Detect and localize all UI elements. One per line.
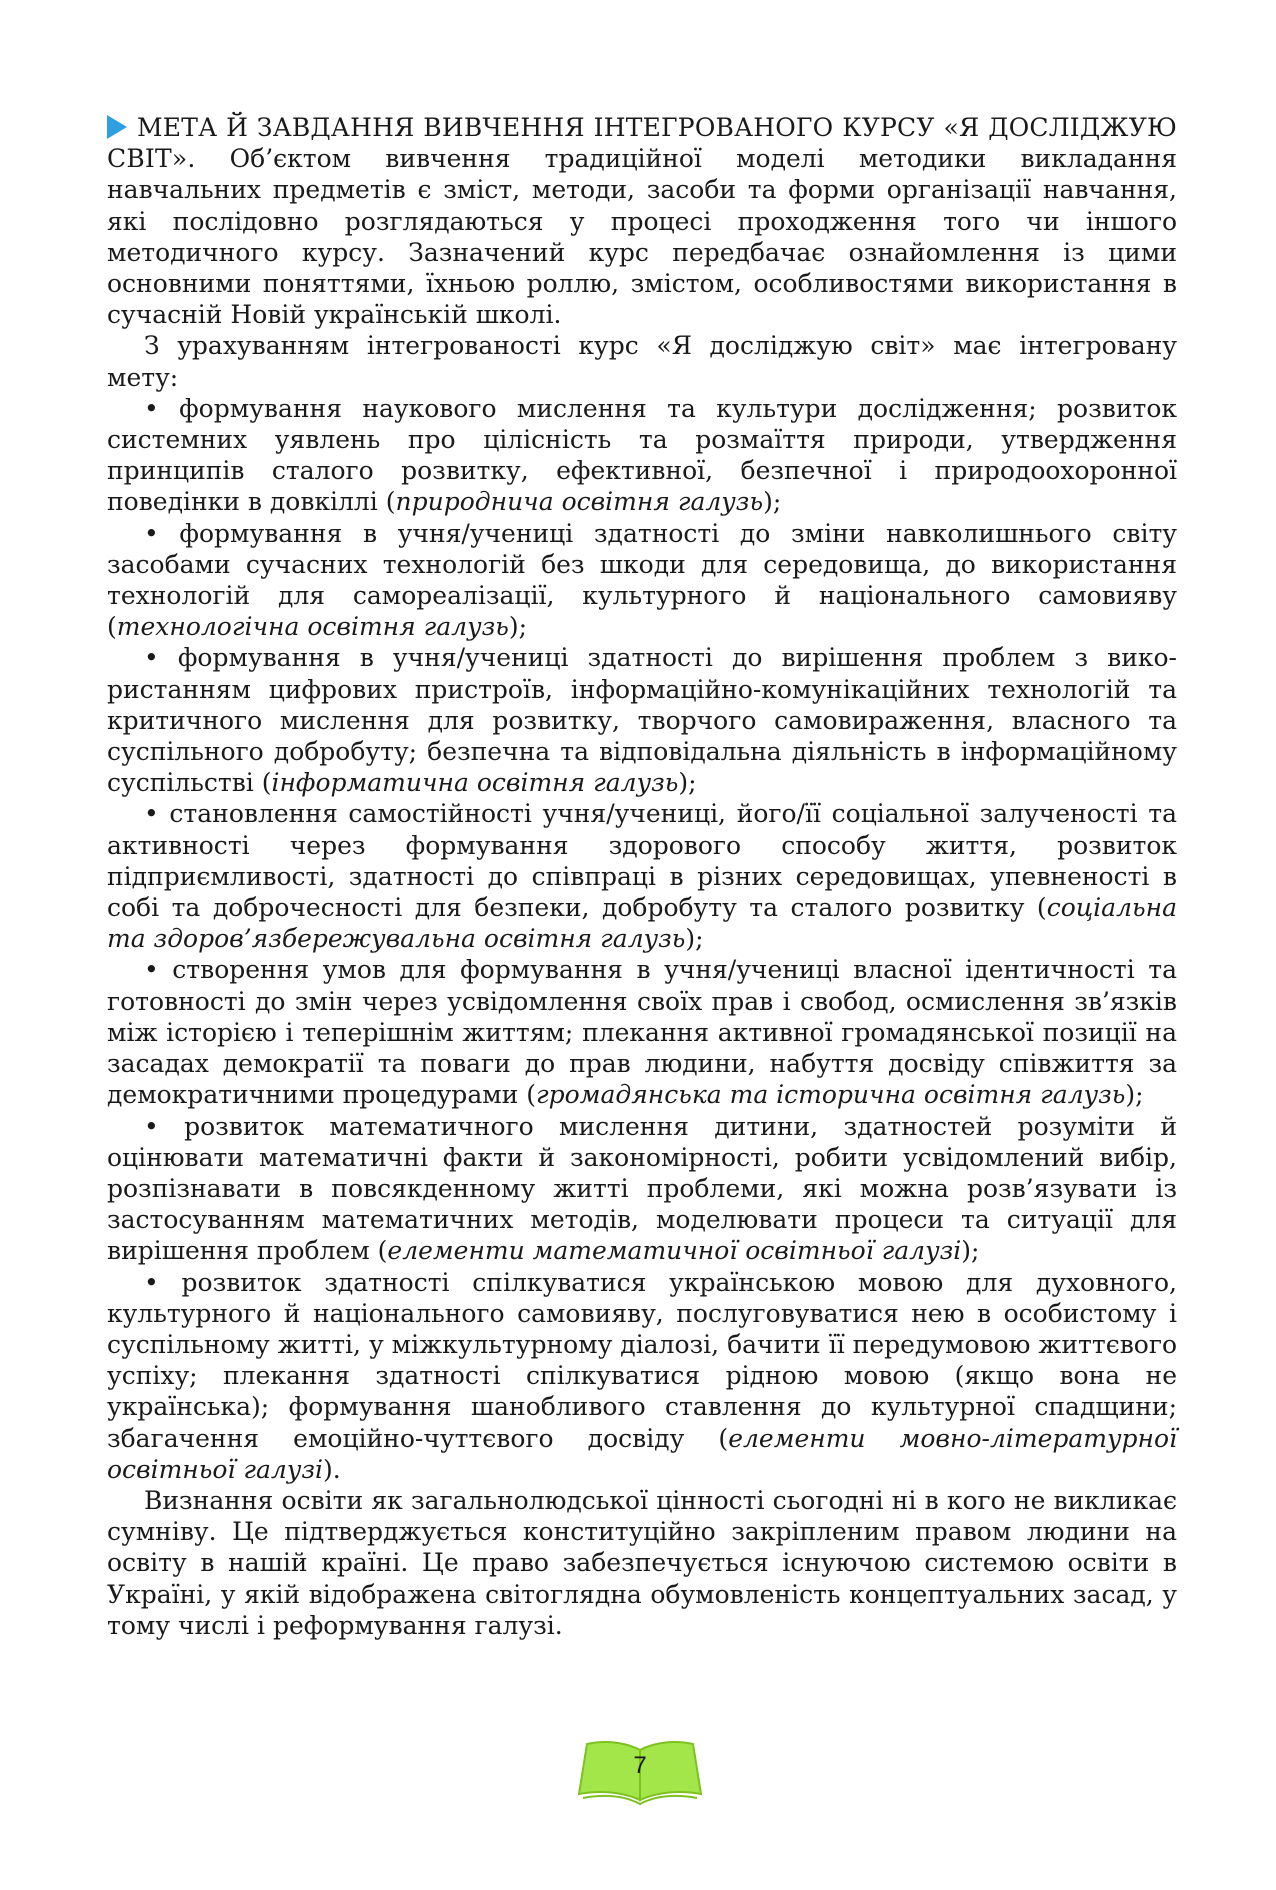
page-number: 7 xyxy=(633,1752,647,1779)
bullet-item: • формування в учня/учениці здатності до зміни навколишнього світу засобами сучасних технологій без шкоди для середовища, до використання технологій для самореалізації, культурного й національного самовияву (технологічна освітня галузь); xyxy=(107,518,1177,642)
bullet-item: • розвиток математичного мислення дитини, здатностей розуміти й оцінювати математичні факти й закономірності, робити усвідомлений вибір, розпізнавати в повсякденному житті проблеми, які можна розв’язувати із застосуванням математичних методів, моделювати процеси та ситуації для вирішення проблем (елементи математичної освітньої галузі); xyxy=(107,1111,1177,1266)
arrow-bullet-icon xyxy=(107,115,127,139)
bullet-item: • формування в учня/учениці здатності до вирішення проблем з використанням цифрових пристроїв, інформаційно-комунікаційних технологій та критичного мислення для розвитку, творчого самовираження, власного та суспільного добробуту; безпечна та відповідальна діяльність в інформаційному суспільстві (інформатична освітня галузь); xyxy=(107,643,1177,798)
page-content xyxy=(107,112,1177,1641)
intro-paragraph: З урахуванням інтегрованості курс «Я досліджую світ» має інтегровану мету: xyxy=(107,331,1177,392)
bullet-item: • розвиток здатності спілкуватися українською мовою для духовного, культурного й національного самовияву, послуговуватися нею в особистому і суспільному житті, у міжкультурному діалозі, бачити її передумовою життєвого успіху; плекання здатності спілкуватися рідною мовою (якщо вона не українська); формування шанобливого ставлення до культурної спадщини; збагачення емоційно-чуттєвого досвіду (елементи мовно-літературної освітньої галузі). xyxy=(107,1267,1177,1484)
section-heading: МЕТА Й ЗАВДАННЯ ВИВЧЕННЯ ІНТЕГРОВАНОГО КУРСУ «Я ДОСЛІДЖУЮ СВІТ». xyxy=(107,113,1177,174)
heading-paragraph xyxy=(107,112,1177,330)
closing-paragraph: Визнання освіти як загальнолюдської цінності сьогодні ні в кого не викликає сумніву. Це підтверджується конституційно закріпленим правом людини на освіту в нашій країні. Це право забезпечується існуючою системою освіти в Україні, у якій відображена світоглядна обумовленість концептуальних засад, у тому числі і реформування галузі. xyxy=(107,1485,1177,1640)
bullet-item: • формування наукового мислення та культури дослідження; розвиток системних уявлень про цілісність та розмаїття природи, утвердження принципів сталого розвитку, ефективної, безпечної і природоохоронної поведінки в довкіллі (природнича освітня галузь); xyxy=(107,393,1177,517)
heading-body-text: Об’єктом вивчення традиційної моделі методики викладання навчальних предметів є зміст, методи, засоби та форми організації навчання, які послідовно розглядаються у процесі проходження того чи іншого методичного курсу. Зазначений курс передбачає ознайомлення із цими основними поняттями, їхньою роллю, змістом, особливостями використання в сучасній Новій українській школі. xyxy=(107,144,1177,330)
bullet-item: • створення умов для формування в учня/учениці власної ідентичності та готовності до змін через усвідомлення своїх прав і свобод, осмислення зв’язків між історією і теперішнім життям; плекання активної громадянської позиції на засадах демократії та поваги до прав людини, набуття досвіду співжиття за демократичними процедурами (громадянська та історична освітня галузь); xyxy=(107,955,1177,1110)
bullet-item: • становлення самостійності учня/учениці, його/її соціальної залученості та активності через формування здорового способу життя, розвиток підприємливості, здатності до співпраці в різних середовищах, упевненості в собі та доброчесності для безпеки, добробуту та сталого розвитку (соціальна та здоров’язбережувальна освітня галузь); xyxy=(107,799,1177,954)
page-number-badge xyxy=(575,1736,705,1806)
